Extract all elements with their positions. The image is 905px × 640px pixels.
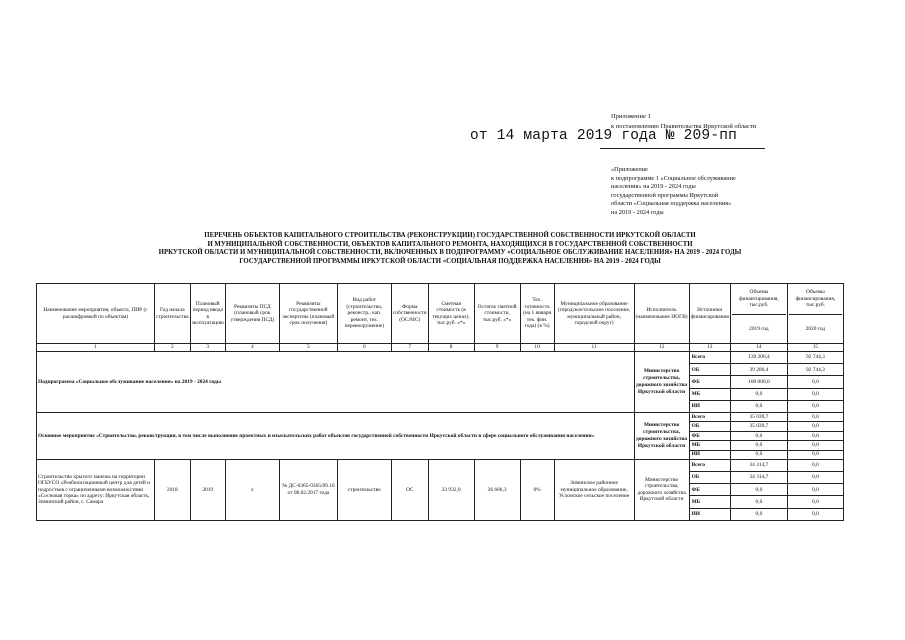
- document-title: [40, 232, 860, 267]
- decree-underline: [600, 148, 765, 149]
- amount-2020: 0,0: [787, 484, 843, 496]
- appendix-line: Приложение 1: [611, 113, 651, 120]
- title-line: И МУНИЦИПАЛЬНОЙ СОБСТВЕННОСТИ, ОБЪЕКТОВ КАПИТАЛЬНОГО РЕМОНТА, НАХОДЯЩИХСЯ В ГОСУДАРСТВЕННОЙ СОБСТВЕННОСТИ: [207, 240, 693, 248]
- column-number: 9: [474, 344, 520, 352]
- header-cell: Муниципальное образование (городское/сельское поселение, муниципальный район, городской округ): [554, 284, 634, 344]
- amount-2019: 0,0: [730, 496, 787, 508]
- header-cell: Реквизиты ПСД (плановый срок утверждения ПСД): [225, 284, 279, 344]
- header-cell: Тех. готовность (на 1 января тек. фин. года) (в %): [520, 284, 554, 344]
- amount-2019: 34 314,7: [730, 459, 787, 471]
- amount-2019: 0,0: [730, 484, 787, 496]
- source-label: МБ: [689, 496, 730, 508]
- object-row: [37, 459, 844, 471]
- header-cell: Реквизиты государственной экспертизы (плановый срок получения): [279, 284, 337, 344]
- header-cell-top: Объемы финансирования, тыс.руб.: [795, 289, 836, 309]
- sub-appendix-line: «Приложение: [611, 166, 648, 173]
- amount-2019: 35 039,7: [730, 412, 787, 421]
- amount-2020: 0,0: [787, 422, 843, 431]
- object-remaining: 26 666,3: [474, 459, 520, 520]
- source-label: ОБ: [689, 422, 730, 431]
- column-number: 13: [689, 344, 730, 352]
- amount-2020: 0,0: [787, 400, 843, 412]
- source-label: ИИ: [689, 450, 730, 459]
- column-number: 15: [787, 344, 843, 352]
- object-start-year: 2018: [155, 459, 191, 520]
- header-cell: Вид работ (строительство, реконстр., кап. ремонт, тех. перевооружение): [337, 284, 391, 344]
- amount-2019: 0,0: [730, 450, 787, 459]
- objects-table: [36, 283, 844, 521]
- source-label: ОБ: [689, 472, 730, 484]
- amount-2020: 0,0: [787, 441, 843, 450]
- header-cell: Наименование мероприятия, объекта, ПИР (с расшифровкой по объектам): [37, 284, 155, 344]
- sub-appendix-line: на 2019 - 2024 годы: [611, 208, 664, 216]
- amount-2019: 34 314,7: [730, 472, 787, 484]
- amount-2020: 0,0: [787, 412, 843, 421]
- header-cell-2020: [787, 284, 843, 344]
- amount-2019: 39 206,4: [730, 364, 787, 376]
- amount-2019: 0,0: [730, 431, 787, 440]
- header-cell: Год начала строительства: [155, 284, 191, 344]
- object-cost: 33 932,0: [428, 459, 474, 520]
- source-label: ФБ: [689, 484, 730, 496]
- amount-2020: 92 744,3: [787, 352, 843, 364]
- source-label: МБ: [689, 388, 730, 400]
- sub-appendix-line: государственной программы Иркутской: [611, 191, 719, 199]
- object-name: Строительство крытого манежа на территории ОГБУСО «Реабилитационный центр для детей и подростков с ограниченными возможностями «Сосновая горка» по адресу: Иркутская область, Зиминский район, с. Самара: [37, 459, 155, 520]
- subprogram-executor: Министерство строительства, дорожного хозяйства Иркутской области: [634, 352, 689, 413]
- amount-2020: 0,0: [787, 472, 843, 484]
- header-cell: Плановый период ввода в эксплуатацию: [190, 284, 225, 344]
- source-label: МБ: [689, 441, 730, 450]
- amount-2019: 0,0: [730, 400, 787, 412]
- object-executor: Министерство строительства, дорожного хозяйства Иркутской области: [634, 459, 689, 520]
- source-label: ИИ: [689, 400, 730, 412]
- main-event-row: [37, 412, 844, 421]
- amount-2020: 0,0: [787, 496, 843, 508]
- main-event-name: Основное мероприятие «Строительство, реконструкция, в том числе выполнение проектных и изыскательских работ объектов государственной собственности Иркутской области в сфере социального обслуживания населения»: [37, 412, 635, 459]
- column-number: 12: [634, 344, 689, 352]
- object-work-type: строительство: [337, 459, 391, 520]
- column-number: 1: [37, 344, 155, 352]
- amount-2019: 0,0: [730, 388, 787, 400]
- sub-appendix-line: области «Социальная поддержка населения»: [611, 200, 732, 208]
- title-line: ПЕРЕЧЕНЬ ОБЪЕКТОВ КАПИТАЛЬНОГО СТРОИТЕЛЬСТВА (РЕКОНСТРУКЦИИ) ГОСУДАРСТВЕННОЙ СОБСТВЕННОСТИ ИРКУТСКОЙ ОБЛАСТИ: [204, 232, 696, 239]
- source-label: Всего: [689, 352, 730, 364]
- amount-2019: 100 000,0: [730, 376, 787, 388]
- column-number: 5: [279, 344, 337, 352]
- amount-2020: 0,0: [787, 431, 843, 440]
- column-number: 7: [391, 344, 428, 352]
- sub-appendix-line: к подпрограмме 1 «Социальное обслуживание: [611, 174, 736, 182]
- amount-2019: 139 206,4: [730, 352, 787, 364]
- amount-2020: 92 744,3: [787, 364, 843, 376]
- column-number: 2: [155, 344, 191, 352]
- object-ownership: ОС: [391, 459, 428, 520]
- header-cell: Источники финансирования: [689, 284, 730, 344]
- header-cell-2019: [730, 284, 787, 344]
- column-number: 6: [337, 344, 391, 352]
- source-label: ФБ: [689, 431, 730, 440]
- source-label: ОБ: [689, 364, 730, 376]
- amount-2019: 35 039,7: [730, 422, 787, 431]
- column-number: 11: [554, 344, 634, 352]
- header-cell: Остаток сметной стоимости, тыс.руб. «*»: [474, 284, 520, 344]
- column-number: 10: [520, 344, 554, 352]
- title-line: ГОСУДАРСТВЕННОЙ ПРОГРАММЫ ИРКУТСКОЙ ОБЛАСТИ «СОЦИАЛЬНАЯ ПОДДЕРЖКА НАСЕЛЕНИЯ» НА 2019 - 2024 ГОДЫ: [239, 258, 661, 266]
- header-cell-top: Объемы финансирования, тыс.руб.: [739, 289, 779, 309]
- source-label: ФБ: [689, 376, 730, 388]
- main-event-executor: Министерство строительства, дорожного хозяйства Иркутской области: [634, 412, 689, 459]
- source-label: Всего: [689, 412, 730, 421]
- amount-2020: 0,0: [787, 450, 843, 459]
- decree-date: от 14 марта 2019 года № 209-пп: [470, 128, 738, 144]
- header-cell-year: 2019 год: [732, 314, 786, 343]
- amount-2020: 0,0: [787, 508, 843, 520]
- column-number: 8: [428, 344, 474, 352]
- column-number-row: [37, 344, 844, 352]
- object-finish-year: 2019: [190, 459, 225, 520]
- column-number: 4: [225, 344, 279, 352]
- column-number: 14: [730, 344, 787, 352]
- subprogram-name: Подпрограмма «Социальное обслуживание населения» на 2019 - 2024 годы: [37, 352, 635, 413]
- column-number: 3: [190, 344, 225, 352]
- object-municipality: Зиминское районное муниципальное образование, Услонское сельское поселение: [554, 459, 634, 520]
- header-row: [37, 284, 844, 344]
- header-cell-year: 2020 год: [789, 314, 842, 343]
- object-readiness: 0%: [520, 459, 554, 520]
- subprogram-row: [37, 352, 844, 364]
- source-label: ИИ: [689, 508, 730, 520]
- object-psd: х: [225, 459, 279, 520]
- amount-2020: 0,0: [787, 376, 843, 388]
- appendix-line: к постановлению Правительства Иркутской области: [611, 123, 757, 130]
- object-expertise: № ДС-0365-0365/09.16 от 08.02.2017 года: [279, 459, 337, 520]
- source-label: Всего: [689, 459, 730, 471]
- amount-2019: 0,0: [730, 508, 787, 520]
- amount-2020: 0,0: [787, 388, 843, 400]
- header-cell: Форма собственности (ОС/МС): [391, 284, 428, 344]
- header-cell: Сметная стоимость (в текущих ценах), тыс.руб. «*»: [428, 284, 474, 344]
- sub-appendix-note: [611, 166, 796, 218]
- header-cell: Исполнитель (наименование ИОГВ): [634, 284, 689, 344]
- amount-2019: 0,0: [730, 441, 787, 450]
- sub-appendix-line: населения» на 2019 - 2024 годы: [611, 183, 696, 191]
- amount-2020: 0,0: [787, 459, 843, 471]
- title-line: ИРКУТСКОЙ ОБЛАСТИ И МУНИЦИПАЛЬНОЙ СОБСТВЕННОСТИ, ВКЛЮЧЕННЫХ В ПОДПРОГРАММУ «СОЦИАЛЬНОЕ ОБСЛУЖИВАНИЕ НАСЕЛЕНИЯ» НА 2019 - 2024 ГОДЫ: [158, 249, 742, 257]
